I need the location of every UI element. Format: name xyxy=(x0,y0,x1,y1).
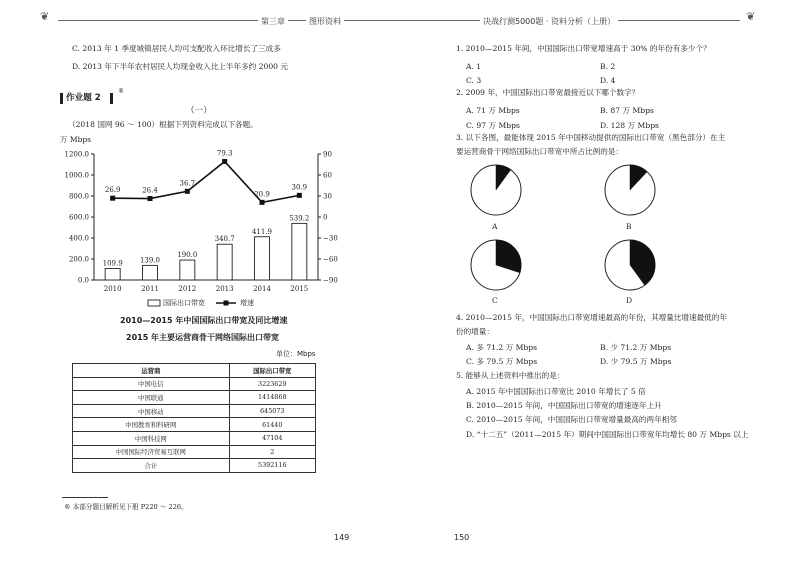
bar xyxy=(217,244,232,280)
y-tick-label-left: 200.0 xyxy=(68,255,89,264)
y-tick-label-right: −30 xyxy=(323,234,338,243)
q4-option: C. 多 79.5 万 Mbps xyxy=(466,357,538,366)
growth-line xyxy=(113,161,300,202)
header-section: 图形资料 xyxy=(306,16,344,27)
question-4-line2: 份的增量： xyxy=(456,327,494,336)
x-tick-label: 2010 xyxy=(103,285,122,293)
table-row xyxy=(73,404,316,418)
bar-value-label: 190.0 xyxy=(177,251,198,260)
operator-bandwidth-table xyxy=(72,363,316,473)
growth-point xyxy=(185,189,190,194)
homework-title: 作业题 2 xyxy=(66,93,101,103)
table-cell: 1414868 xyxy=(229,391,315,405)
table-title: 2015 年主要运营商骨干网络国际出口带宽 xyxy=(126,333,280,342)
table-cell: 61440 xyxy=(229,418,315,432)
table-header-row xyxy=(73,364,316,378)
growth-value-label: 26.9 xyxy=(104,186,121,195)
footnote-marker: ® xyxy=(118,88,124,95)
q5-option: A. 2015 年中国国际出口带宽比 2010 年增长了 5 倍 xyxy=(466,387,646,396)
growth-point xyxy=(260,200,265,205)
q2-option: B. 87 万 Mbps xyxy=(600,106,654,115)
growth-point xyxy=(148,196,153,201)
y-tick-label-right: 60 xyxy=(323,171,332,180)
table-cell: 中国移动 xyxy=(73,404,230,418)
y-tick-label-left: 400.0 xyxy=(68,234,89,243)
pie-chart-a xyxy=(466,163,526,218)
pie-chart-c xyxy=(466,238,526,293)
bar-value-label: 109.9 xyxy=(102,259,123,268)
table-row xyxy=(73,418,316,432)
y-tick-label-left: 0.0 xyxy=(77,276,89,285)
header-rule xyxy=(58,20,740,21)
page-number-right: 150 xyxy=(454,533,470,542)
pie-label-a: A xyxy=(492,222,498,231)
legend-line-label: 增速 xyxy=(240,299,254,307)
bar xyxy=(105,268,120,280)
question-3-line2: 要运营商骨干网络国际出口带宽中所占比例的是： xyxy=(456,147,624,156)
question-1: 1. 2010—2015 年间，中国国际出口带宽增速高于 30% 的年份有多少个？ xyxy=(456,44,711,53)
pie-label-d: D xyxy=(626,296,633,305)
y-tick-label-right: 0 xyxy=(323,213,328,222)
table-cell: 中国电信 xyxy=(73,377,230,391)
table-cell: 5392116 xyxy=(229,459,315,473)
q5-option: B. 2010—2015 年间，中国国际出口带宽的增速逐年上升 xyxy=(466,401,662,410)
q2-option: D. 128 万 Mbps xyxy=(600,121,659,130)
option-c-text: C. 2013 年 1 季度城镇居民人均可支配收入环比增长了三成多 xyxy=(72,44,281,53)
bar xyxy=(292,223,307,280)
y-tick-label-left: 1200.0 xyxy=(64,150,89,159)
bar-value-label: 539.2 xyxy=(289,214,310,223)
question-4-line1: 4. 2010—2015 年，中国国际出口带宽增速最高的年份，其增量比增速最低的年 xyxy=(456,313,727,322)
growth-value-label: 20.9 xyxy=(254,190,270,199)
q2-option: A. 71 万 Mbps xyxy=(466,106,520,115)
header-chapter: 第三章 xyxy=(258,16,288,27)
chart-title: 2010—2015 年中国国际出口带宽及同比增速 xyxy=(120,316,288,325)
y-tick-label-left: 1000.0 xyxy=(64,171,89,180)
table-unit: 单位：Mbps xyxy=(276,350,316,358)
table-cell: 中国国际经济贸易互联网 xyxy=(73,445,230,459)
page-number-left: 149 xyxy=(334,533,350,542)
legend-bar-label: 国际出口带宽 xyxy=(163,299,205,307)
table-cell: 中国教育和科研网 xyxy=(73,418,230,432)
table-cell: 中国科技网 xyxy=(73,431,230,445)
question-3-line1: 3. 以下各图，最能体现 2015 年中国移动提供的国际出口带宽（黑色部分）在主 xyxy=(456,133,726,142)
growth-point xyxy=(110,196,115,201)
table-row xyxy=(73,459,316,473)
ornament-right-icon: ❦ xyxy=(746,10,756,23)
table-row xyxy=(73,391,316,405)
section-marker xyxy=(60,93,63,104)
growth-point xyxy=(297,193,302,198)
y-tick-label-left: 600.0 xyxy=(68,213,89,222)
bar-value-label: 139.0 xyxy=(139,256,161,265)
table-header-cell: 运营商 xyxy=(73,364,230,378)
y-tick-label-right: −90 xyxy=(323,276,338,285)
pie-label-c: C xyxy=(492,296,498,305)
footnote-text: ® 本部分题目解析见下册 P220 ～ 226。 xyxy=(64,503,188,511)
pie-chart-b xyxy=(600,163,660,218)
table-cell: 645073 xyxy=(229,404,315,418)
q1-option: B. 2 xyxy=(600,62,616,71)
growth-value-label: 26.4 xyxy=(142,186,158,195)
q2-option: C. 97 万 Mbps xyxy=(466,121,520,130)
growth-value-label: 36.7 xyxy=(179,179,196,188)
part-number: （一） xyxy=(186,106,212,116)
bandwidth-chart xyxy=(56,130,346,316)
question-5: 5. 能够从上述资料中推出的是： xyxy=(456,371,565,380)
option-d-text: D. 2013 年下半年农村居民人均现金收入比上半年多约 2000 元 xyxy=(72,62,289,71)
y-axis-label: 万 Mbps xyxy=(60,135,92,144)
bar-value-label: 411.9 xyxy=(251,227,273,236)
growth-value-label: 30.9 xyxy=(291,183,308,192)
table-cell: 中国联通 xyxy=(73,391,230,405)
header-book-title: 决战行测5000题 · 资料分析（上册） xyxy=(480,16,618,27)
intro-text: （2018 国网 96 ～ 100）根据下列资料完成以下各题。 xyxy=(68,120,258,129)
x-tick-label: 2014 xyxy=(253,285,271,293)
q4-option: A. 多 71.2 万 Mbps xyxy=(466,343,538,352)
question-2: 2. 2009 年，中国国际出口带宽最接近以下哪个数字？ xyxy=(456,88,640,97)
table-header-cell: 国际出口带宽 xyxy=(229,364,315,378)
table-cell: 合计 xyxy=(73,459,230,473)
q1-option: C. 3 xyxy=(466,76,482,85)
section-marker-end xyxy=(110,93,113,104)
x-tick-label: 2013 xyxy=(215,285,234,293)
table-row xyxy=(73,445,316,459)
bar xyxy=(180,260,195,280)
bar xyxy=(255,237,270,280)
q4-option: D. 少 79.5 万 Mbps xyxy=(600,357,672,366)
x-tick-label: 2011 xyxy=(141,285,159,293)
x-tick-label: 2012 xyxy=(178,285,197,293)
y-tick-label-right: −60 xyxy=(323,255,338,264)
footnote-rule xyxy=(62,497,108,498)
bar xyxy=(143,265,158,280)
pie-chart-d xyxy=(600,238,660,293)
table-cell: 47104 xyxy=(229,431,315,445)
table-cell: 2 xyxy=(229,445,315,459)
pie-label-b: B xyxy=(626,222,632,231)
q5-option: C. 2010—2015 年间，中国国际出口带宽增量最高的两年相邻 xyxy=(466,415,677,424)
y-tick-label-right: 90 xyxy=(323,150,332,159)
q4-option: B. 少 71.2 万 Mbps xyxy=(600,343,672,352)
table-row xyxy=(73,377,316,391)
legend-line-marker xyxy=(224,301,229,306)
ornament-left-icon: ❦ xyxy=(40,10,50,23)
q1-option: D. 4 xyxy=(600,76,616,85)
y-tick-label-right: 30 xyxy=(323,192,332,201)
legend-bar-swatch xyxy=(148,300,160,306)
x-tick-label: 2015 xyxy=(290,285,309,293)
table-cell: 3223629 xyxy=(229,377,315,391)
y-tick-label-left: 800.0 xyxy=(68,192,89,201)
growth-value-label: 79.3 xyxy=(216,149,233,158)
growth-point xyxy=(222,159,227,164)
table-row xyxy=(73,431,316,445)
bar-value-label: 340.7 xyxy=(214,235,235,244)
q1-option: A. 1 xyxy=(466,62,482,71)
q5-option: D. “十二五”（2011—2015 年）期间中国国际出口带宽年均增长 80 万 Mbps 以上 xyxy=(466,430,749,439)
